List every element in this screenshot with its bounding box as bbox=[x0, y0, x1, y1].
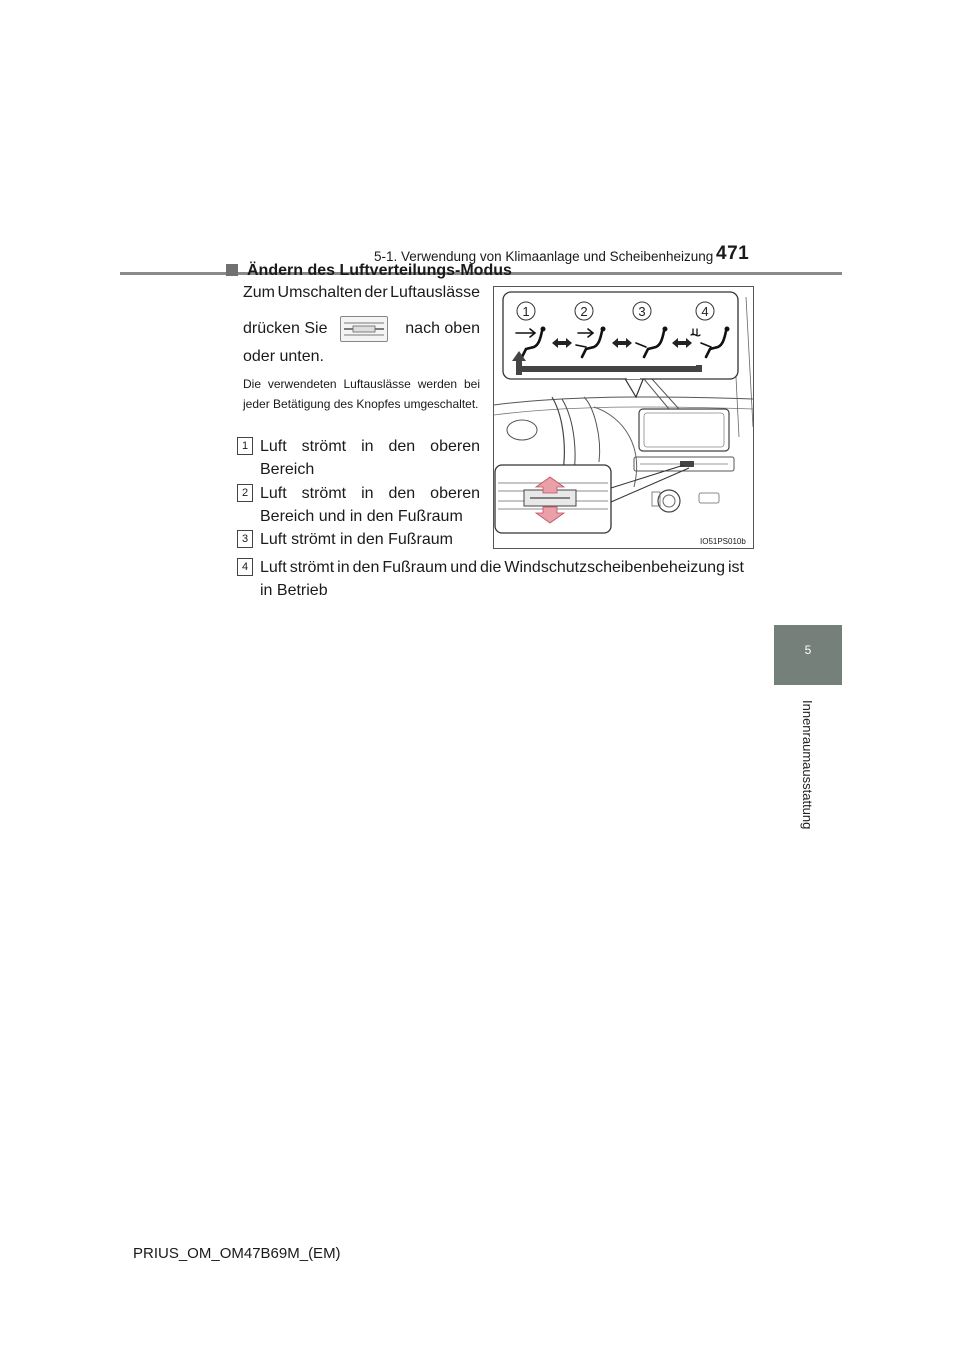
word: strömt bbox=[301, 485, 347, 502]
mode-number-badge: 1 bbox=[237, 437, 253, 455]
document-id: PRIUS_OM_OM47B69M_(EM) bbox=[133, 1245, 341, 1262]
chapter-title-vertical bbox=[797, 700, 817, 860]
instruction-line-2a: drücken Sie bbox=[243, 320, 328, 337]
figure-mode-label: 1 bbox=[522, 304, 530, 319]
word: oberen bbox=[430, 438, 480, 455]
word: in bbox=[361, 438, 374, 455]
word: in bbox=[337, 559, 350, 576]
word: Fußraum bbox=[382, 559, 448, 576]
mode-number-badge: 4 bbox=[237, 558, 253, 576]
figure-code: IO51PS010b bbox=[700, 537, 746, 546]
instruction-note: Die verwendeten Luftauslässe werden bei jeder Betätigung des Knopfes umgeschaltet. bbox=[243, 377, 480, 411]
word: Luft bbox=[260, 438, 287, 455]
instruction-line-1 bbox=[243, 277, 480, 309]
mode-4-text bbox=[260, 556, 744, 602]
mode-1-line-2: Bereich bbox=[260, 461, 315, 478]
section-heading-text: Ändern des Luftverteilungs-Modus bbox=[247, 262, 512, 279]
word: Zum bbox=[243, 284, 275, 301]
word: strömt bbox=[301, 438, 347, 455]
chapter-title: Innenraumausstattung bbox=[800, 700, 815, 830]
word: der bbox=[364, 284, 388, 301]
mode-1-text bbox=[260, 435, 480, 481]
word: Luft bbox=[260, 485, 287, 502]
word: Luft bbox=[260, 559, 287, 576]
page-number: 471 bbox=[716, 243, 750, 264]
word: den bbox=[388, 485, 416, 502]
word: die bbox=[480, 559, 502, 576]
mode-number-badge: 2 bbox=[237, 484, 253, 502]
dashboard-illustration bbox=[493, 286, 754, 549]
word: in bbox=[361, 485, 374, 502]
airflow-mode-switch-icon bbox=[340, 316, 388, 342]
running-header-title: 5-1. Verwendung von Klimaanlage und Scheibenheizung bbox=[374, 249, 714, 264]
word: und bbox=[450, 559, 477, 576]
chapter-number: 5 bbox=[804, 643, 812, 657]
dashboard-drawing bbox=[494, 287, 753, 548]
word: Windschutzscheibenbeheizung bbox=[504, 559, 725, 576]
word: oberen bbox=[430, 485, 480, 502]
mode-2-text bbox=[260, 482, 480, 528]
word: den bbox=[352, 559, 380, 576]
mode-4-line-2: in Betrieb bbox=[260, 582, 328, 599]
mode-2-line-2: Bereich und in den Fußraum bbox=[260, 508, 463, 525]
word: Umschalten bbox=[277, 284, 362, 301]
figure-mode-label: 4 bbox=[701, 304, 709, 319]
figure-mode-label: 2 bbox=[580, 304, 588, 319]
word: strömt bbox=[289, 559, 335, 576]
mode-number-badge: 3 bbox=[237, 530, 253, 548]
mode-3-text: Luft strömt in den Fußraum bbox=[260, 531, 453, 548]
word: den bbox=[388, 438, 416, 455]
instruction-line-3: oder unten. bbox=[243, 348, 324, 365]
instruction-line-2b: nach oben bbox=[405, 320, 480, 337]
word: Luftauslässe bbox=[390, 284, 480, 301]
figure-mode-label: 3 bbox=[638, 304, 646, 319]
word: ist bbox=[727, 559, 744, 576]
square-bullet-icon bbox=[226, 264, 238, 276]
